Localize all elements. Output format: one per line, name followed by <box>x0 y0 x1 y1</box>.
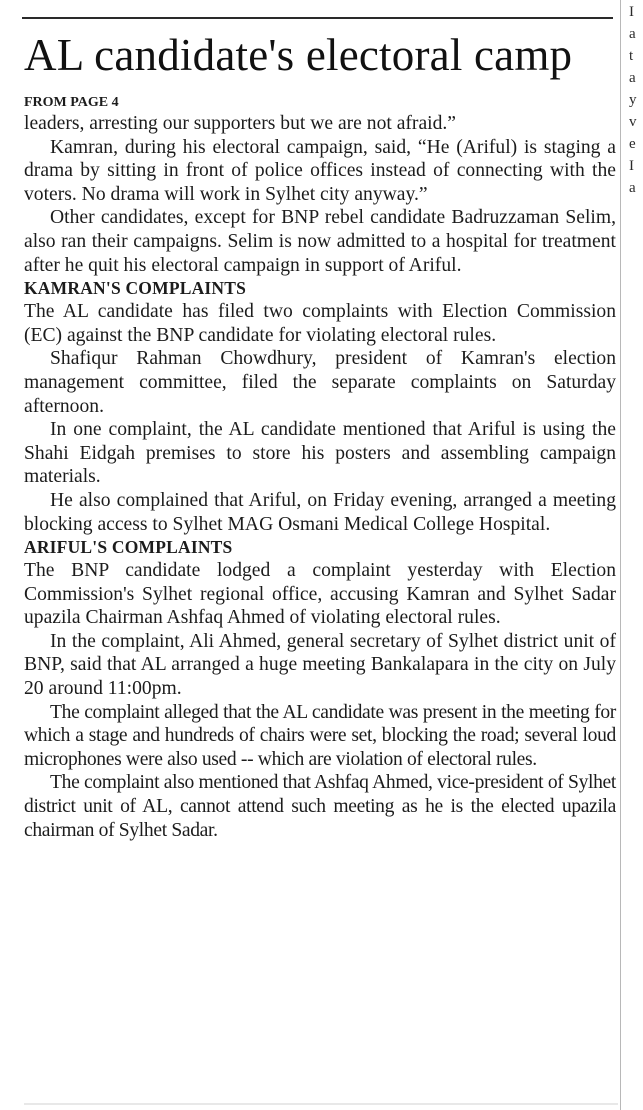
paragraph: leaders, arresting our supporters but we are not afraid.” <box>24 113 456 134</box>
bottom-rule <box>24 1103 618 1105</box>
paragraph: The AL candidate has filed two complaints with Election Commission (EC) against the BNP candidate for violating electoral rules. <box>24 301 616 346</box>
side-letter: I <box>629 158 634 174</box>
side-letter: a <box>629 180 636 196</box>
paragraph: The complaint also mentioned that Ashfaq Ahmed, vice-president of Sylhet district unit of AL, cannot attend such meeting as he is the elected upazila chairman of Sylhet Sadar. <box>24 772 616 841</box>
subhead-ariful-complaints: ARIFUL'S COMPLAINTS <box>24 537 233 558</box>
article <box>24 26 616 842</box>
top-rule <box>22 17 613 19</box>
subhead-kamran-complaints: KAMRAN'S COMPLAINTS <box>24 278 247 299</box>
paragraph: In one complaint, the AL candidate mentioned that Ariful is using the Shahi Eidgah premises to store his posters and assembling campaign materials. <box>24 419 616 488</box>
side-letter: I <box>629 4 634 20</box>
side-letter: y <box>629 92 637 108</box>
paragraph: The BNP candidate lodged a complaint yesterday with Election Commission's Sylhet regional office, accusing Kamran and Sylhet Sadar upazila Chairman Ashfaq Ahmed of violating electoral rules. <box>24 560 616 629</box>
side-letter: v <box>629 114 637 130</box>
paragraph: Other candidates, except for BNP rebel candidate Badruzzaman Selim, also ran their campaigns. Selim is now admitted to a hospital for treatment after he quit his electoral campaign in support of Ariful. <box>24 207 616 276</box>
side-letter: a <box>629 26 636 42</box>
adjacent-column-fragment <box>629 0 643 1110</box>
continuation-kicker: FROM PAGE 4 <box>24 95 119 110</box>
paragraph: Kamran, during his electoral campaign, said, “He (Ariful) is staging a drama by sitting in front of police offices instead of connecting with the voters. No drama will work in Sylhet city anyway.” <box>24 136 616 205</box>
side-letter: e <box>629 136 636 152</box>
paragraph: In the complaint, Ali Ahmed, general secretary of Sylhet district unit of BNP, said that AL arranged a huge meeting Bankalapara in the city on July 20 around 11:00pm. <box>24 630 616 700</box>
paragraph: The complaint alleged that the AL candidate was present in the meeting for which a stage and hundreds of chairs were set, blocking the road; several loud microphones were also used -- which are violation of electoral rules. <box>24 701 616 770</box>
side-letter: t <box>629 48 634 64</box>
side-letter: a <box>629 70 636 86</box>
headline: AL candidate's electoral camp <box>24 30 573 80</box>
paragraph: He also complained that Ariful, on Friday evening, arranged a meeting blocking access to Sylhet MAG Osmani Medical College Hospital. <box>24 489 616 535</box>
column-divider <box>620 0 621 1110</box>
paragraph: Shafiqur Rahman Chowdhury, president of Kamran's election management committee, filed the separate complaints on Saturday afternoon. <box>24 348 616 417</box>
